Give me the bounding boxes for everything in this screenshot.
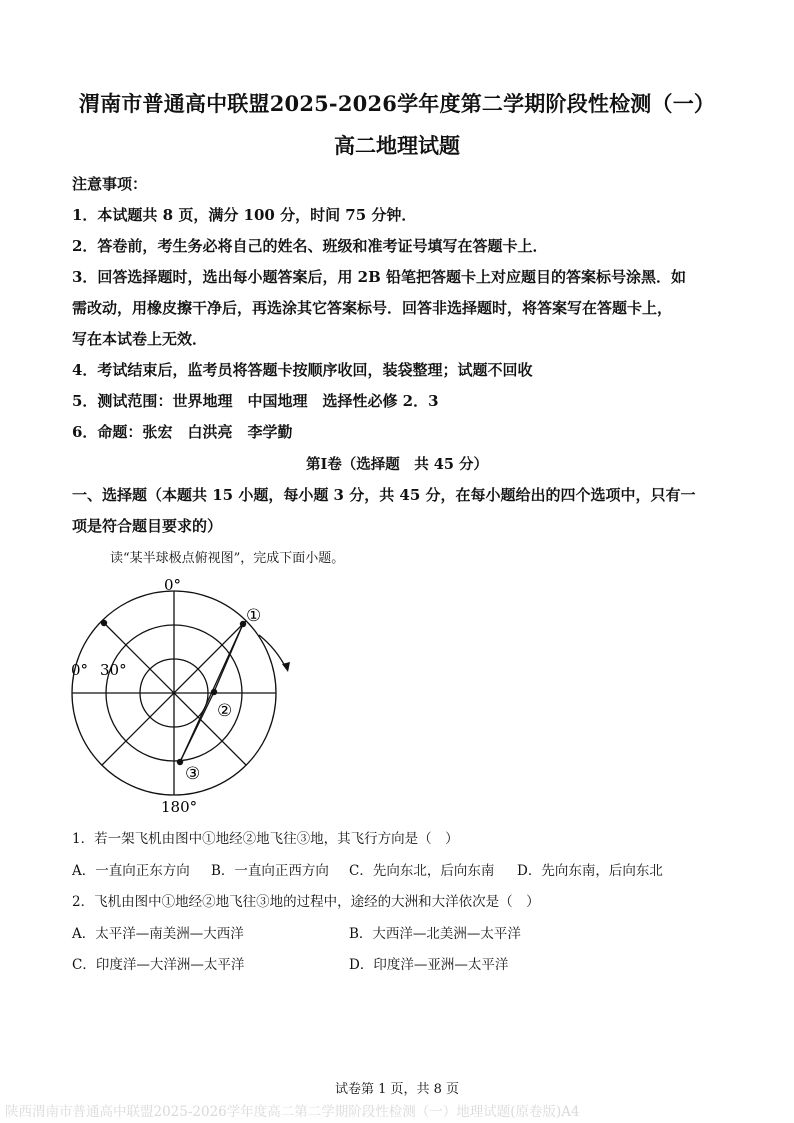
notice-item: 5．测试范围：世界地理 中国地理 选择性必修 2．3 [72,392,439,410]
exam-subtitle: 高二地理试题 [334,133,460,158]
question-2-option-a[interactable]: A．太平洋—南美洲—大西洋 [72,926,244,942]
arrow-head-icon [282,662,290,672]
question-1-option-a[interactable]: A．一直向正东方向 [72,863,190,879]
question-1-option-b[interactable]: B．一直向正西方向 [211,863,329,879]
outer-circle [72,591,276,795]
question-2-option-d[interactable]: D．印度洋—亚洲—太平洋 [349,957,509,973]
point-marker [101,620,107,626]
label-point-3: ③ [185,764,201,784]
point-marker [211,689,217,695]
label-point-2: ② [217,701,233,721]
exam-title: 渭南市普通高中联盟2025-2026学年度第二学期阶段性检测（一） [78,91,716,116]
label-left-meridian: 0° [71,661,89,679]
notice-item: 需改动，用橡皮擦干净后，再选涂其它答案标号．回答非选择题时，将答案写在答题卡上， [72,299,673,317]
document-watermark: 陕西渭南市普通高中联盟2025-2026学年度高二第二学期阶段性检测（一）地理试题(原卷版)A4 [5,1104,580,1120]
flight-route [214,624,243,692]
label-latitude: 30° [100,661,127,679]
question-2-option-c[interactable]: C．印度洋—大洋洲—太平洋 [72,957,245,973]
point-marker [177,759,183,765]
flight-route [180,692,214,762]
notice-item: 1．本试题共 8 页，满分 100 分，时间 75 分钟． [72,206,417,224]
notice-item: 3．回答选择题时，选出每小题答案后，用 2B 铅笔把答题卡上对应题目的答案标号涂黑．如 [72,268,687,286]
label-bottom-meridian: 180° [161,798,198,816]
middle-circle [106,625,242,761]
meridian-diagonal [102,621,246,765]
page-number: 试卷第 1 页，共 8 页 [334,1082,460,1097]
flight-route [180,624,243,762]
meridian-diagonal [102,621,246,765]
question-1-option-c[interactable]: C．先向东北，后向东南 [349,863,495,879]
question-2-stem: 2．飞机由图中①地经②地飞往③地的过程中，途经的大洲和大洋依次是（ ） [72,894,540,910]
question-1-stem: 1．若一架飞机由图中①地经②地飞往③地，其飞行方向是（ ） [72,831,459,847]
label-top-meridian: 0° [164,576,182,594]
notice-item: 2．答卷前，考生务必将自己的姓名、班级和准考证号填写在答题卡上． [72,237,548,255]
part-instruction: 项是符合题目要求的） [72,517,223,535]
point-marker [240,621,246,627]
part-instruction: 一、选择题（本题共 15 小题，每小题 3 分，共 45 分，在每小题给出的四个选项中，只有一 [72,486,696,504]
label-point-1: ① [246,606,262,626]
notice-heading: 注意事项： [72,175,148,193]
question-2-option-b[interactable]: B．大西洋—北美洲—太平洋 [349,926,521,942]
notice-item: 写在本试卷上无效． [72,330,208,348]
section-title: 第Ⅰ卷（选择题 共 45 分） [305,456,489,473]
figure-caption: 读“某半球极点俯视图”，完成下面小题。 [110,551,345,566]
question-1-option-d[interactable]: D．先向东南，后向东北 [517,863,663,879]
inner-circle [140,659,208,727]
rotation-arrow [259,635,286,668]
notice-item: 6．命题：张宏 白洪亮 李学勤 [72,423,293,441]
notice-item: 4．考试结束后，监考员将答题卡按顺序收回，装袋整理；试题不回收 [72,361,533,379]
